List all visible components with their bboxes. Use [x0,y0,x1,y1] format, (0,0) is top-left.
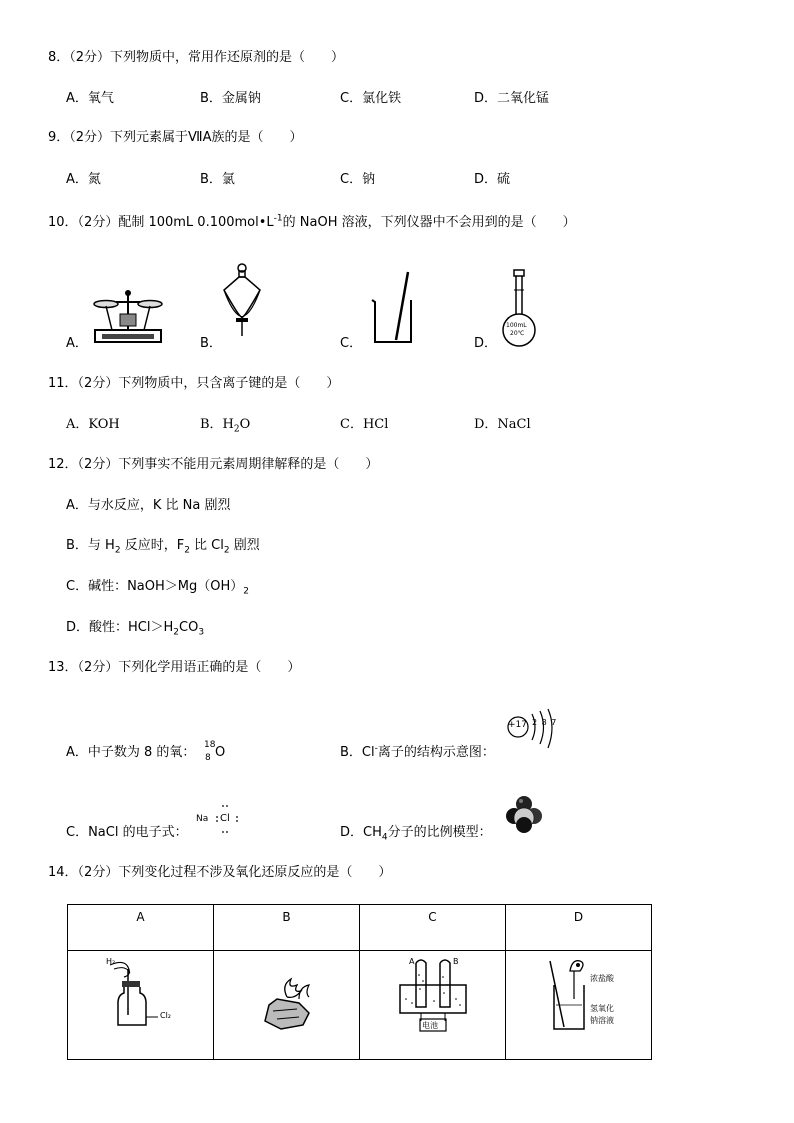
question-10-option-d: D． [474,336,498,351]
question-13-option-d: D．$CH_4$分子的比例模型： [340,825,492,843]
question-9-stem: 9．（2分）下列元素属于ⅦA族的是（ ） [48,130,303,145]
table-cell-d [506,951,652,1060]
question-12-option-d: D．酸性：$HCl>H_2CO_3$ [66,620,205,638]
question-8-option-a: A．氧气 [66,91,114,106]
chloride-nucleus-charge: +17 [508,720,527,730]
naoh-label-line-2: 钠溶液 [590,1016,614,1025]
battery-label: 电池 [422,1021,438,1030]
question-12-stem: 12．（2分）下列事实不能用元素周期律解释的是（ ） [48,457,379,472]
beaker-glass-rod-figure [368,270,418,346]
question-8-option-b: B．金属钠 [200,91,261,106]
question-12-option-a: A．与水反应，K 比 Na 剧烈 [66,498,231,513]
oxygen-symbol: O [215,745,226,760]
question-10-option-b: B． [200,336,222,351]
question-10-option-c: C． [340,336,363,351]
tube-a-label: A [409,957,415,966]
electron-dots [210,804,244,836]
chloride-ion-structure-diagram [504,708,564,754]
question-8-stem: 8．（2分）下列物质中，常用作还原剂的是（ ） [48,50,345,65]
question-9-option-b: B．氯 [200,172,235,187]
flask-label-temperature: 20℃ [510,330,525,337]
question-12-option-c: C．碱性：$NaOH>Mg(OH)_2$ [66,579,249,597]
question-11-option-d: D．NaCl [474,417,531,432]
question-13-option-a: A．中子数为 8 的氧： [66,745,196,760]
question-14-stem: 14．（2分）下列变化过程不涉及氧化还原反应的是（ ） [48,865,392,880]
flask-label-volume: 100mL [506,322,527,329]
chlorine-label: Cl₂ [160,1011,172,1020]
burning-substance-figure [247,963,327,1043]
separatory-funnel-figure [220,262,264,338]
question-11-option-c: C．HCl [340,417,389,432]
hydrogen-label: H₂ [106,957,116,966]
oxygen-mass-number: 18 [204,740,216,750]
question-8-option-d: D．二氧化锰 [474,91,550,106]
table-header-a: A [68,905,214,951]
question-11-option-b: B．$H_2O$ [200,417,251,435]
question-10-stem: 10．（2分）配制 100mL $0.100mol•L^{-1}$的 NaOH 溶液，下列仪器中不会用到的是（ ） [48,213,576,230]
chloride-electron-shells: 2 8 7 [532,718,558,727]
electron-formula-cl: Cl [220,813,230,824]
question-12-option-b: B．与 $H_2$ 反应时，$F_2$ 比 $Cl_2$ 剧烈 [66,538,260,556]
question-9-option-c: C．钠 [340,172,376,187]
question-10-option-a: A． [66,336,88,351]
table-header-b: B [214,905,360,951]
question-13-option-c: C．NaCl 的电子式： [66,825,188,840]
naoh-label-line-1: 氢氧化 [590,1004,614,1013]
concentrated-hcl-label: 浓盐酸 [590,974,614,983]
question-9-option-d: D．硫 [474,172,511,187]
question-13-option-b: B．Cl-离子的结构示意图： [340,743,495,760]
tube-b-label: B [453,957,459,966]
table-cell-a [68,951,214,1060]
question-11-option-a: A．KOH [66,417,120,432]
table-header-d: D [506,905,652,951]
table-header-c: C [360,905,506,951]
question-9-option-a: A．氮 [66,172,101,187]
question-11-stem: 11．（2分）下列物质中，只含离子键的是（ ） [48,376,340,391]
electron-formula-na: Na [196,814,209,824]
table-cell-b [214,951,360,1060]
question-13-stem: 13．（2分）下列化学用语正确的是（ ） [48,660,301,675]
methane-space-filling-model [504,794,544,834]
table-cell-c [360,951,506,1060]
balance-scale-figure [92,284,164,348]
oxygen-atomic-number: 8 [205,753,211,763]
question-14-table [67,904,652,1060]
hydrogen-burning-in-chlorine-figure [104,955,184,1035]
question-8-option-c: C．氯化铁 [340,91,402,106]
